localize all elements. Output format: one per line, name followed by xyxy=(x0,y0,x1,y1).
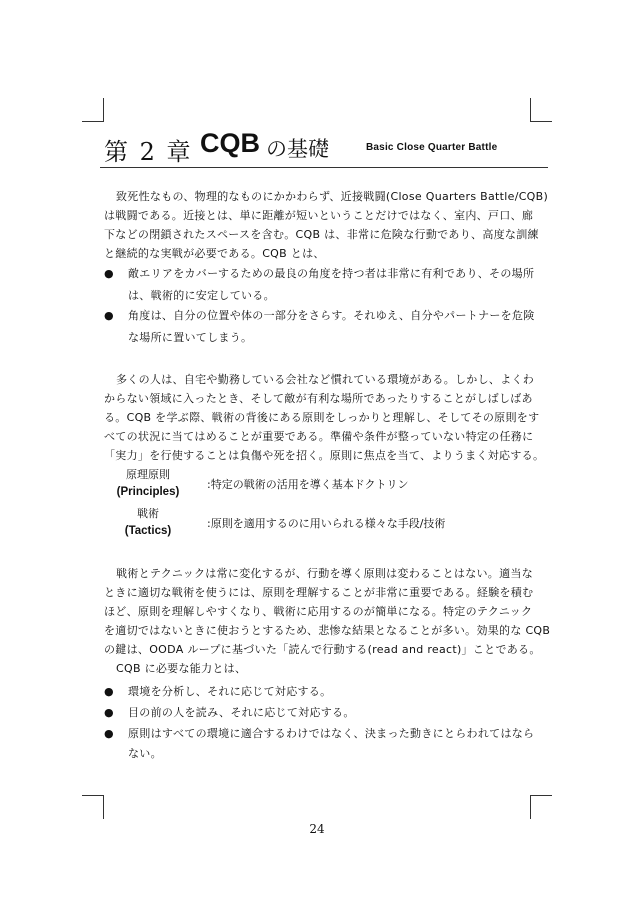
bullet-dot: ● xyxy=(104,685,114,698)
chapter-english-title: Basic Close Quarter Battle xyxy=(366,142,498,153)
list-item-line: 目の前の人を読み、それに応じて対応する。 xyxy=(128,706,355,719)
paragraph-line: 致死性なもの、物理的なものにかかわらず、近接戦闘(Close Quarters Battle/CQB) xyxy=(116,190,549,203)
chapter-title-cqb: CQB xyxy=(200,128,260,158)
paragraph-line: と継続的な実戦が必要である。CQB とは、 xyxy=(104,247,325,260)
paragraph-line: ときに適切な戦術を使うには、原則を理解することが非常に重要である。経験を積む xyxy=(104,586,534,599)
chapter-title-rest: の基礎 xyxy=(266,137,329,161)
list-item-line: 原則はすべての環境に適合するわけではなく、決まった動きにとらわれてはなら xyxy=(128,727,535,740)
chapter-heading xyxy=(104,128,538,166)
definition-term-ja: 戦術 xyxy=(137,507,159,520)
bullet-dot: ● xyxy=(104,727,114,740)
paragraph-line: べての状況に当てはめることが重要である。準備や条件が整っていない特定の任務に xyxy=(104,430,534,443)
definition-description: :特定の戦術の活用を導く基本ドクトリン xyxy=(207,478,409,491)
paragraph-line: 多くの人は、自宅や勤務している会社など慣れている環境がある。しかし、よくわ xyxy=(116,373,535,386)
paragraph-line: を適切ではないときに使おうとするため、悲惨な結果となることが多い。効果的な CQB xyxy=(104,624,551,637)
paragraph-line: からない領域に入ったとき、そして敵が有利な場所であったりすることがしばしばあ xyxy=(104,392,533,405)
chapter-number: 第 2 章 xyxy=(104,138,193,166)
list-item-line: な場所に置いてしまう。 xyxy=(128,331,253,344)
heading-underline xyxy=(100,167,548,168)
definition-term-en: (Tactics) xyxy=(124,525,172,537)
list-item-line: は、戦術的に安定している。 xyxy=(128,289,275,302)
paragraph-line: 戦術とテクニックは常に変化するが、行動を導く原則は変わることはない。適当な xyxy=(116,567,533,580)
paragraph-line: る。CQB を学ぶ際、戦術の背後にある原則をしっかりと理解し、そしてその原則をす xyxy=(104,411,540,424)
paragraph-line: 下などの閉鎖されたスペースを含む。CQB は、非常に危険な行動であり、高度な訓練 xyxy=(104,228,539,241)
definition-description: :原則を適用するのに用いられる様々な手段/技術 xyxy=(207,517,446,530)
paragraph-line: の鍵は、OODA ループに基づいた「読んで行動する(read and react)」ことである。 xyxy=(104,643,541,656)
bullet-dot: ● xyxy=(104,706,114,719)
paragraph-line: は戦闘である。近接とは、単に距離が短いということだけではなく、室内、戸口、廊 xyxy=(104,209,534,222)
paragraph-line: 「実力」を行使することは負傷や死を招く。原則に焦点を当て、よりうまく対応する。 xyxy=(104,449,545,462)
list-item-line: 環境を分析し、それに応じて対応する。 xyxy=(128,685,332,698)
page-number: 24 xyxy=(309,822,325,836)
definition-term-en: (Principles) xyxy=(116,486,180,498)
paragraph-line: CQB に必要な能力とは、 xyxy=(116,662,247,675)
bullet-dot: ● xyxy=(104,267,114,280)
bullet-dot: ● xyxy=(104,309,114,322)
definition-term-ja: 原理原則 xyxy=(126,468,170,481)
paragraph-line: ほど、原則を理解しやすくなり、戦術に応用するのが簡単になる。特定のテクニック xyxy=(104,605,533,618)
list-item-line: 敵エリアをカバーするための最良の角度を持つ者は非常に有利であり、その場所 xyxy=(128,267,535,280)
list-item-line: ない。 xyxy=(128,747,162,760)
list-item-line: 角度は、自分の位置や体の一部分をさらす。それゆえ、自分やパートナーを危険 xyxy=(128,309,535,322)
